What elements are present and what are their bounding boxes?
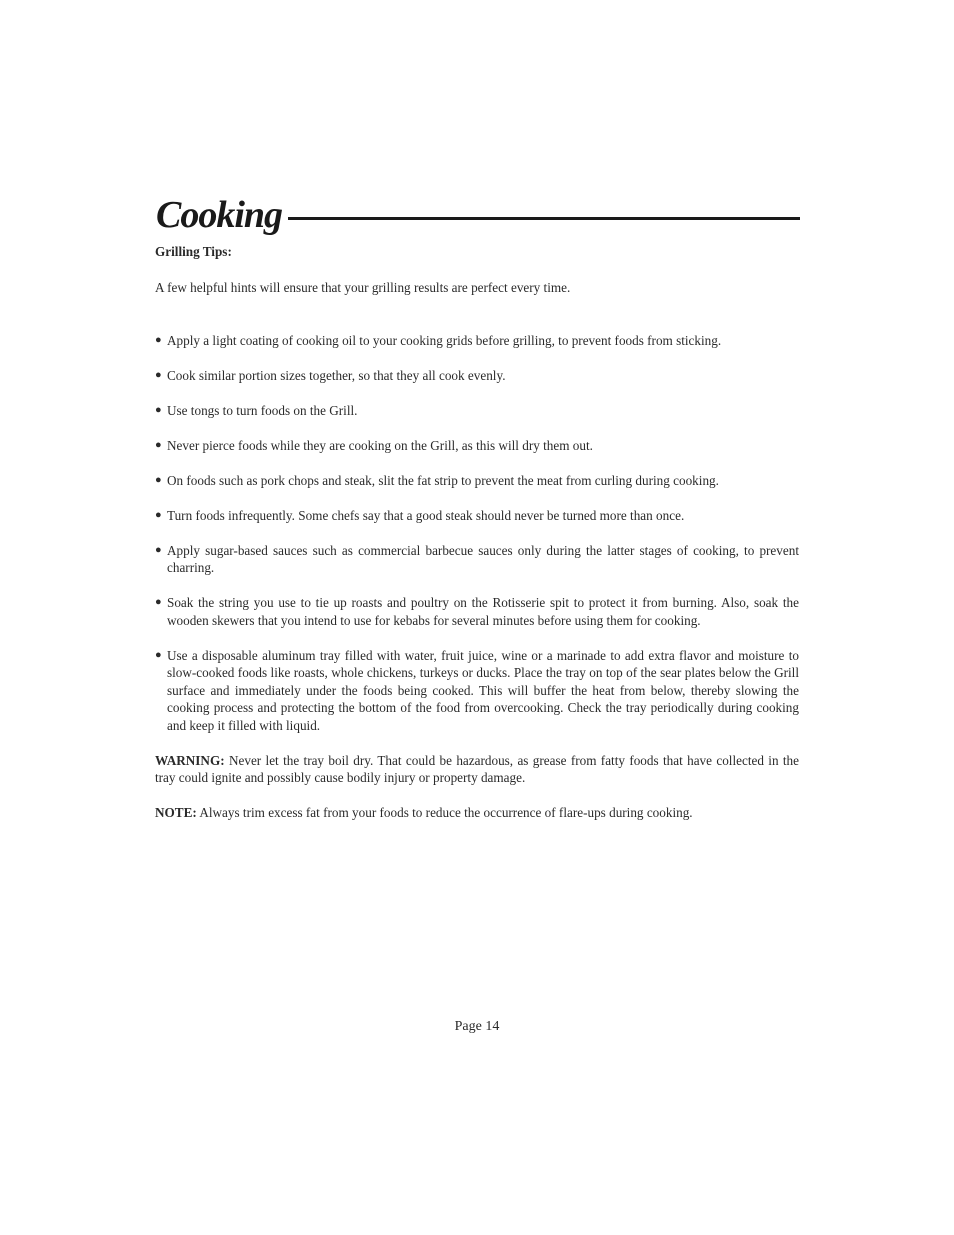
tip-text: Use tongs to turn foods on the Grill. (167, 402, 358, 418)
title-rule (288, 217, 800, 220)
bullet-icon: ● (155, 438, 162, 451)
section-heading: Grilling Tips: (155, 244, 232, 259)
bullet-icon: ● (155, 473, 162, 486)
list-item (155, 402, 799, 420)
list-item (155, 332, 799, 350)
warning-paragraph (155, 752, 799, 787)
list-item (155, 647, 799, 735)
list-item (155, 437, 799, 455)
note-label: NOTE: (155, 805, 197, 820)
list-item (155, 594, 799, 629)
tip-text: Never pierce foods while they are cooking on the Grill, as this will dry them out. (167, 437, 593, 453)
tip-text: Use a disposable aluminum tray filled with water, fruit juice, wine or a marinade to add extra flavor and moisture to slow-cooked foods like roasts, whole chickens, turkeys or ducks. Place the tray on top of the sear plates below the Grill surface and immediately under the foods being cooked. This will buffer the heat from below, thereby slowing the cooking process and protecting the bottom of the food from overcooking. Check the tray periodically during cooking and keep it filled with liquid. (167, 647, 799, 733)
warning-text: Never let the tray boil dry. That could be hazardous, as grease from fatty foods that have collected in the tray could ignite and possibly cause bodily injury or property damage. (155, 752, 800, 785)
note-text: Always trim excess fat from your foods to reduce the occurrence of flare-ups during cooking. (199, 805, 693, 820)
tip-text: On foods such as pork chops and steak, slit the fat strip to prevent the meat from curling during cooking. (167, 472, 719, 488)
bullet-icon: ● (155, 403, 162, 416)
tips-list (155, 332, 799, 735)
list-item (155, 367, 799, 385)
list-item (155, 542, 799, 577)
bullet-icon: ● (155, 508, 162, 521)
bullet-icon: ● (155, 368, 162, 381)
intro-paragraph: A few helpful hints will ensure that your grilling results are perfect every time. (155, 280, 571, 295)
list-item (155, 507, 799, 525)
warning-label: WARNING: (155, 752, 225, 768)
page-title: Cooking (156, 194, 283, 236)
page-number: Page 14 (454, 1019, 500, 1034)
bullet-icon: ● (155, 596, 162, 608)
page-header (156, 188, 800, 234)
bullet-icon: ● (155, 543, 162, 556)
tip-text: Soak the string you use to tie up roasts and poultry on the Rotisserie spit to protect it from burning. Also, soak the wooden skewers that you intend to use for kebabs for several minutes before using them for cooking. (167, 595, 799, 628)
main-content (155, 243, 799, 839)
tip-text: Apply sugar-based sauces such as commercial barbecue sauces only during the latter stages of cooking, to prevent charring. (167, 542, 799, 575)
tip-text: Apply a light coating of cooking oil to your cooking grids before grilling, to prevent foods from sticking. (167, 332, 722, 348)
tip-text: Cook similar portion sizes together, so that they all cook evenly. (167, 367, 506, 383)
bullet-icon: ● (155, 648, 162, 661)
note-paragraph (155, 804, 799, 822)
bullet-icon: ● (155, 333, 162, 346)
tip-text: Turn foods infrequently. Some chefs say that a good steak should never be turned more than once. (167, 507, 685, 523)
list-item (155, 472, 799, 490)
